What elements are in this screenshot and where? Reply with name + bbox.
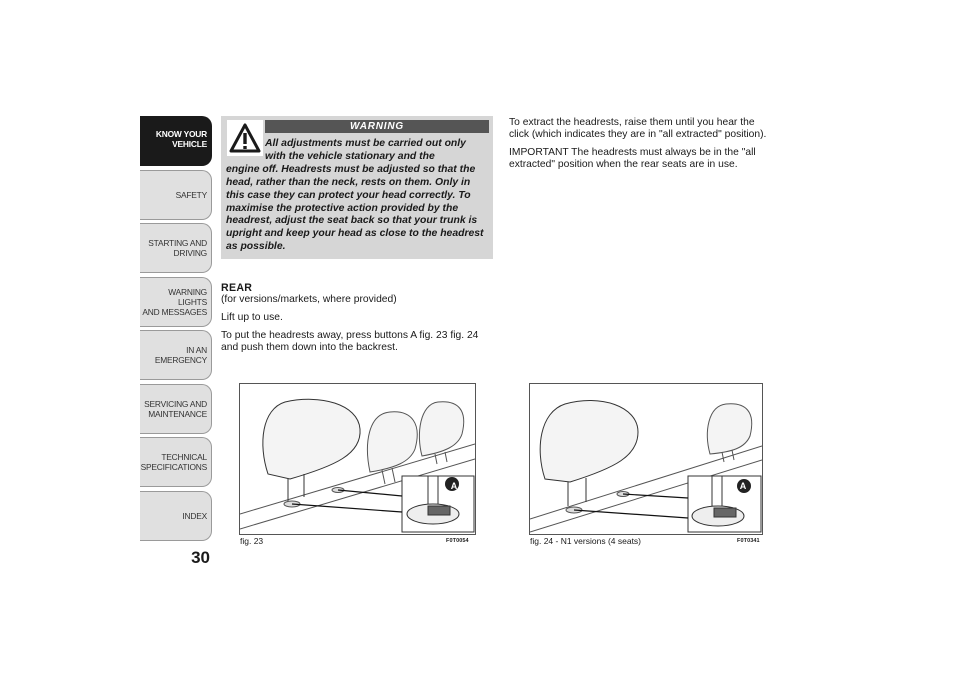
marker-a: A [739,481,747,491]
figure-code: F0T0341 [737,538,760,544]
tab-label: IN AN EMERGENCY [154,345,207,365]
page-number: 30 [191,548,210,567]
tab-label: TECHNICAL SPECIFICATIONS [140,452,207,472]
paragraph: Lift up to use. [221,311,283,323]
tab-warning-lights[interactable] [140,277,212,327]
tab-label: KNOW YOUR VEHICLE [155,129,207,149]
chapter-tabs [140,116,212,544]
tab-in-an-emergency[interactable] [140,330,212,380]
tab-starting-and-driving[interactable] [140,223,212,273]
tab-safety[interactable] [140,170,212,220]
figure-caption: fig. 24 - N1 versions (4 seats) [530,536,642,546]
tab-index[interactable] [140,491,212,541]
tab-technical-specifications[interactable] [140,437,212,487]
warning-line-1: All adjustments must be carried out only [265,138,466,149]
right-column [509,117,777,177]
warning-body: engine off. Headrests must be adjusted so that the head, rather than the neck, rests on them. Only in this case they can protect your head correctly. To maximise the protective action provided by the headrest, adjust the seat back so that your trunk is upright and keep your head as close to the headrest as possible. [226,163,484,253]
paragraph: To put the headrests away, press buttons A fig. 23 fig. 24 and push them down into the backrest. [221,329,479,353]
left-column [221,282,496,360]
tab-servicing[interactable] [140,384,212,434]
paragraph: IMPORTANT The headrests must always be in the "all extracted" position when the rear seats are in use. [509,146,756,171]
warning-line-2: with the vehicle stationary and the [265,150,435,162]
tab-label: SAFETY [175,189,207,200]
figure-caption: fig. 23 [240,536,264,546]
tab-label: STARTING AND DRIVING [148,238,207,258]
tab-label: INDEX [182,510,207,521]
tab-label: SERVICING AND MAINTENANCE [144,398,207,419]
warning-box [221,116,493,259]
figure-code: F0T0054 [446,538,469,544]
tab-label: WARNING LIGHTS AND MESSAGES [142,286,207,317]
warning-text [226,138,490,254]
tab-know-your-vehicle[interactable] [140,116,212,166]
figure-24-illustration [529,383,763,535]
section-heading: REAR [221,282,253,294]
section-subnote: (for versions/markets, where provided) [221,294,397,306]
figure-23-illustration [239,383,476,535]
warning-title: WARNING [265,120,489,133]
marker-a: A [450,481,458,491]
paragraph: To extract the headrests, raise them until you hear the click (which indicates they are in "all extracted" position). [509,117,767,141]
